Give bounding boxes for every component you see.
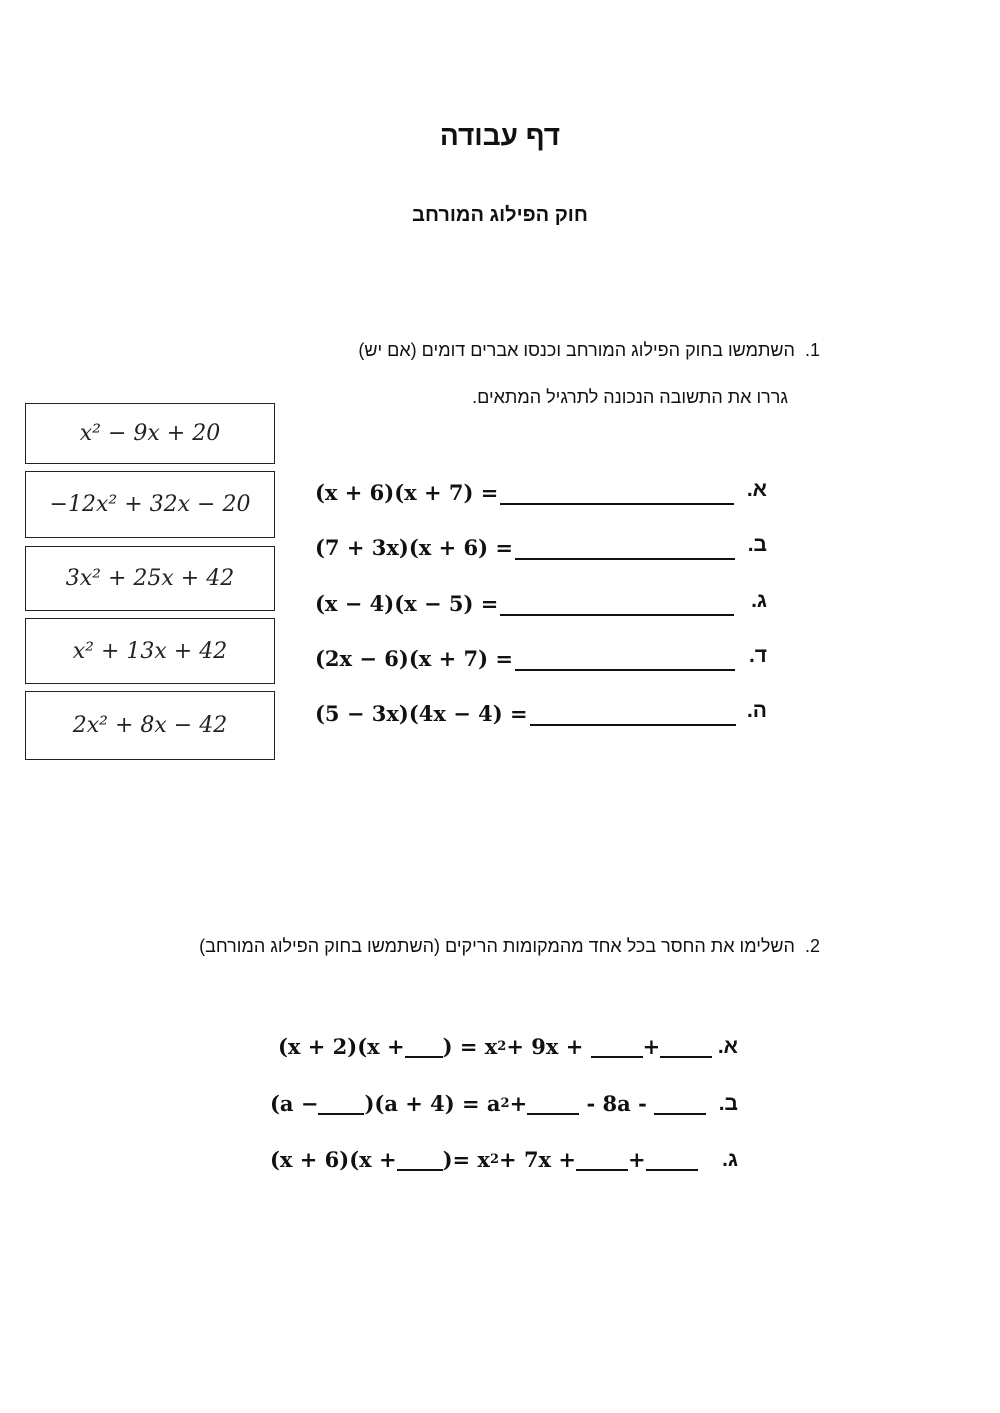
fill-expr-mid: ) = x (442, 1033, 498, 1059)
exercise-row (315, 585, 775, 621)
answer-card[interactable]: x² − 9x + 20 (25, 403, 275, 464)
exponent: 2 (497, 1038, 507, 1054)
q2-instruction-text: השלימו את החסר בכל אחד מהמקומות הריקים (השתמשו בחוק הפילוג המורחב) (199, 936, 795, 956)
fill-expr-right: + 7x + (499, 1146, 576, 1172)
q2-instruction (199, 936, 820, 957)
fill-blank[interactable] (397, 1147, 443, 1171)
fill-row (270, 1141, 698, 1177)
answer-card[interactable]: 3x² + 25x + 42 (25, 546, 275, 611)
exercise-letter: ג. (751, 589, 767, 612)
fill-expr-right: + (509, 1090, 528, 1116)
exercise-row (315, 640, 775, 676)
fill-letter: ב. (718, 1092, 738, 1115)
q1-instruction-text: השתמשו בחוק הפילוג המורחב וכנסו אברים דומים (אם יש) (358, 340, 795, 360)
fill-blank[interactable] (654, 1091, 706, 1115)
drop-blank[interactable] (500, 590, 734, 616)
drop-blank[interactable] (515, 534, 735, 560)
fill-blank[interactable] (660, 1034, 712, 1058)
fill-blank[interactable] (591, 1034, 643, 1058)
exercise-letter: ד. (748, 644, 767, 667)
exercise-expression: (x + 6)(x + 7) = (315, 479, 499, 505)
exercise-letter: א. (746, 478, 767, 501)
exercise-row (315, 695, 775, 731)
fill-letter: א. (717, 1035, 738, 1058)
answer-card[interactable]: 2x² + 8x − 42 (25, 691, 275, 760)
fill-expr-left: (x + 2)(x + (278, 1033, 405, 1059)
minus-term: - 8a - (586, 1090, 647, 1116)
drop-blank[interactable] (500, 479, 734, 505)
exercise-expression: (7 + 3x)(x + 6) = (315, 534, 513, 560)
q1-instruction (358, 340, 820, 361)
fill-blank[interactable] (527, 1091, 579, 1115)
page-title: דף עבודה (439, 120, 561, 151)
fill-blank[interactable] (576, 1147, 628, 1171)
answer-card[interactable]: −12x² + 32x − 20 (25, 471, 275, 538)
exercise-expression: (x − 4)(x − 5) = (315, 590, 499, 616)
fill-blank[interactable] (646, 1147, 698, 1171)
plus-sign: + (642, 1033, 661, 1059)
fill-letter: ג. (722, 1148, 738, 1171)
fill-blank[interactable] (318, 1091, 364, 1115)
exercise-letter: ב. (747, 533, 767, 556)
page-subtitle: חוק הפילוג המורחב (412, 204, 588, 226)
exercise-row (315, 474, 775, 510)
fill-expr-left: (a − (270, 1090, 319, 1116)
q1-number: 1. (804, 340, 820, 360)
drop-blank[interactable] (530, 700, 736, 726)
q1-instruction-2: גררו את התשובה הנכונה לתרגיל המתאים. (472, 387, 788, 407)
fill-expr-mid: )= x (442, 1146, 490, 1172)
exponent: 2 (489, 1151, 500, 1167)
answer-card[interactable]: x² + 13x + 42 (25, 618, 275, 684)
exponent: 2 (500, 1095, 510, 1111)
fill-blank[interactable] (405, 1034, 443, 1058)
fill-expr-mid: )(a + 4) = a (364, 1090, 501, 1116)
fill-row (278, 1028, 712, 1064)
q2-number: 2. (804, 936, 820, 956)
exercise-row (315, 529, 775, 565)
exercise-expression: (5 − 3x)(4x − 4) = (315, 700, 528, 726)
exercise-letter: ה. (746, 699, 767, 722)
fill-expr-left: (x + 6)(x + (270, 1146, 397, 1172)
drop-blank[interactable] (515, 645, 735, 671)
plus-sign: + (627, 1146, 646, 1172)
fill-expr-right: + 9x + (506, 1033, 584, 1059)
fill-row (270, 1085, 706, 1121)
exercise-expression: (2x − 6)(x + 7) = (315, 645, 513, 671)
